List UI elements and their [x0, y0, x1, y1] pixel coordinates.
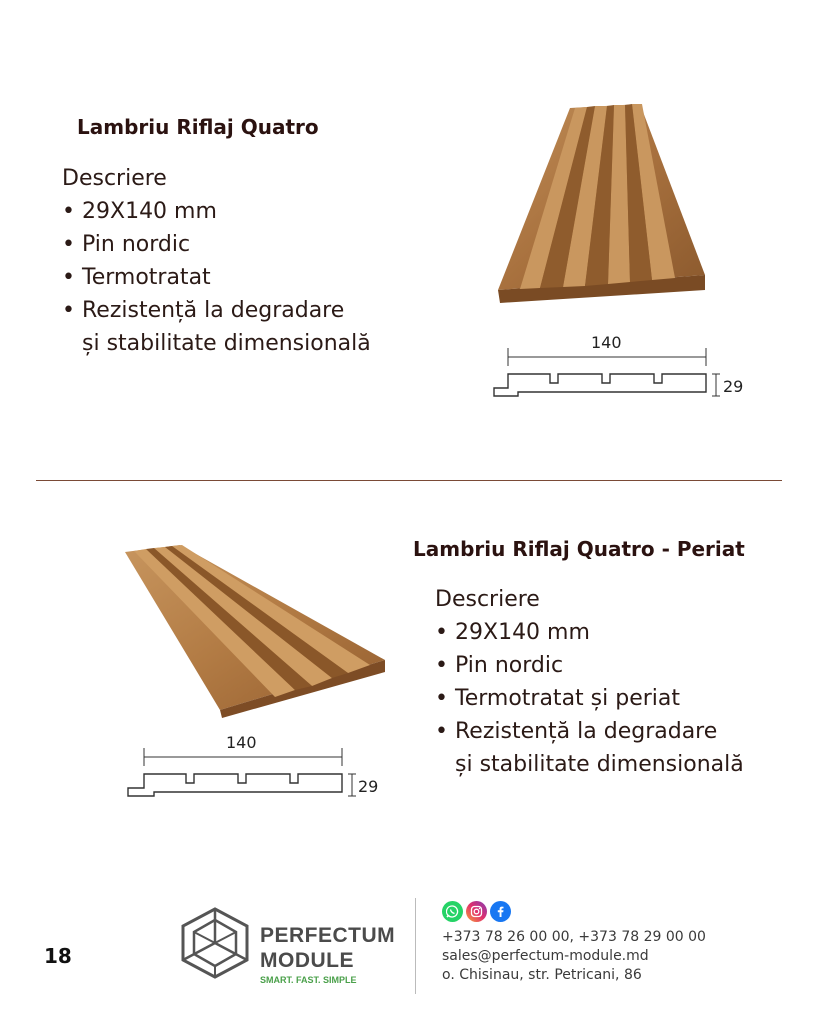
product1-feature: • Termotratat: [62, 261, 371, 294]
product1-feature-last: [62, 294, 371, 360]
product1-panel-image: [490, 100, 715, 305]
contact-phones[interactable]: +373 78 26 00 00, +373 78 29 00 00: [442, 929, 706, 945]
social-icons: [442, 901, 511, 922]
brand-tagline: SMART. FAST. SIMPLE: [260, 975, 357, 985]
product2-feature: • 29X140 mm: [435, 616, 744, 649]
product1-feature: • Pin nordic: [62, 228, 371, 261]
product2-height-label: 29: [358, 777, 379, 796]
product2-title: Lambriu Riflaj Quatro - Periat: [413, 537, 745, 561]
brand-name-line2: MODULE: [260, 949, 354, 972]
product1-feature-list: [62, 195, 371, 360]
product2-feature-list: [435, 616, 744, 781]
contact-email[interactable]: sales@perfectum-module.md: [442, 948, 649, 964]
product2-feature: • Pin nordic: [435, 649, 744, 682]
product2-width-label: 140: [226, 733, 257, 752]
section-divider: [36, 480, 782, 481]
page-number: 18: [44, 944, 72, 968]
product2-description: [435, 583, 744, 781]
whatsapp-icon[interactable]: [442, 901, 463, 922]
perfectum-logo-icon: [178, 906, 252, 980]
footer-separator: [415, 898, 416, 994]
product1-description: [62, 162, 371, 360]
product2-feature: • Termotratat și periat: [435, 682, 744, 715]
brand-name-line1: PERFECTUM: [260, 924, 396, 947]
product2-description-heading: Descriere: [435, 587, 540, 612]
product1-title: Lambriu Riflaj Quatro: [77, 115, 319, 139]
product1-feature-last-line1: • Rezistență la degradare: [82, 298, 345, 323]
facebook-icon[interactable]: [490, 901, 511, 922]
product2-feature-last-line1: • Rezistență la degradare: [455, 719, 718, 744]
instagram-icon[interactable]: [466, 901, 487, 922]
product1-feature-last-line2: și stabilitate dimensională: [82, 331, 371, 356]
contact-address: o. Chisinau, str. Petricani, 86: [442, 967, 642, 983]
product2-feature-last: [435, 715, 744, 781]
product1-width-label: 140: [591, 333, 622, 352]
product2-panel-image: [120, 540, 390, 720]
product1-height-label: 29: [723, 377, 744, 396]
product1-feature: • 29X140 mm: [62, 195, 371, 228]
product1-description-heading: Descriere: [62, 166, 167, 191]
product2-feature-last-line2: și stabilitate dimensională: [455, 752, 744, 777]
